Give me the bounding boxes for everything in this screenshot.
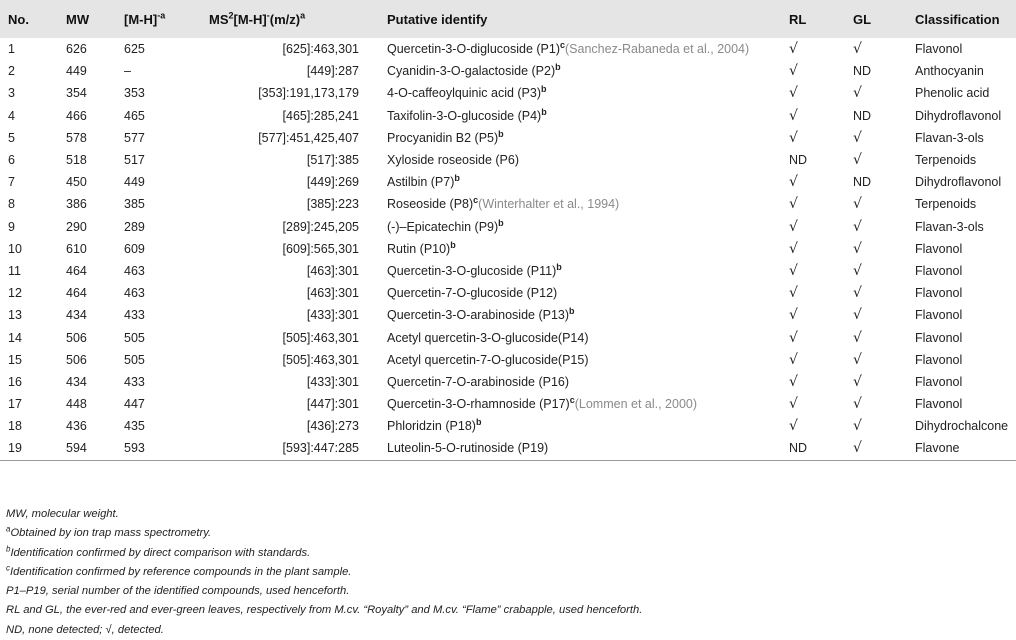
cell-ms2: [505]:463,301 <box>282 330 359 345</box>
cell-rl: √ <box>789 129 798 146</box>
compound-name: Rutin (P10) <box>387 241 451 256</box>
cell-no: 18 <box>8 419 22 434</box>
table-row <box>0 193 1016 215</box>
cell-rl: ND <box>789 437 853 460</box>
footnote-text: P1–P19, serial number of the identified compounds, used henceforth. <box>6 585 350 598</box>
cell-mw: 436 <box>66 419 87 434</box>
col-header-rl: RL <box>789 11 807 27</box>
cell-mw: 594 <box>66 437 124 460</box>
cell-ms2: [353]:191,173,179 <box>258 86 359 101</box>
cell-mw: 506 <box>66 352 87 367</box>
cell-gl: √ <box>853 329 862 346</box>
table-row <box>0 304 1016 326</box>
cell-rl: √ <box>789 41 798 58</box>
cell-gl: ND <box>853 108 872 123</box>
cell-mh: 505 <box>124 352 145 367</box>
compound-name: Cyanidin-3-O-galactoside (P2) <box>387 64 556 79</box>
cell-no: 12 <box>8 286 22 301</box>
cell-putative-identify <box>359 105 789 127</box>
footnote-text: Obtained by ion trap mass spectrometry. <box>10 527 212 540</box>
cell-mh: 449 <box>124 175 145 190</box>
cell-mh: 577 <box>124 130 145 145</box>
table-row <box>0 149 1016 171</box>
cell-classification: Flavan-3-ols <box>915 130 984 145</box>
footnote-marker: b <box>450 239 456 250</box>
cell-rl: √ <box>789 218 798 235</box>
col-header-mw: MW <box>66 11 90 27</box>
cell-mw: 578 <box>66 130 87 145</box>
cell-gl: √ <box>853 41 862 58</box>
cell-mh: 463 <box>124 263 145 278</box>
table-header-row <box>0 0 1016 38</box>
footnote-marker: b <box>555 62 561 73</box>
cell-classification: Phenolic acid <box>915 86 990 101</box>
footnote-line <box>0 621 1000 640</box>
cell-mh: 385 <box>124 197 145 212</box>
cell-mh: 593 <box>124 437 209 460</box>
cell-gl: ND <box>853 64 872 79</box>
cell-ms2: [609]:565,301 <box>282 241 359 256</box>
cell-gl: √ <box>853 351 862 368</box>
table-row <box>0 216 1016 238</box>
cell-rl: √ <box>789 329 798 346</box>
footnote-line <box>0 582 1000 601</box>
cell-mw: 290 <box>66 219 87 234</box>
col-header-classification: Classification <box>915 11 1000 27</box>
cell-putative-identify <box>359 415 789 437</box>
cell-no: 17 <box>8 397 22 412</box>
cell-putative-identify <box>359 393 789 415</box>
cell-no: 10 <box>8 241 22 256</box>
cell-rl: √ <box>789 285 798 302</box>
compound-name: 4-O-caffeoylquinic acid (P3) <box>387 86 542 101</box>
cell-classification: Flavonol <box>915 397 963 412</box>
cell-classification: Flavonol <box>915 241 963 256</box>
cell-mw: 450 <box>66 175 87 190</box>
cell-mh: 625 <box>124 42 145 57</box>
cell-rl: √ <box>789 418 798 435</box>
compound-name: Quercetin-3-O-glucoside (P11) <box>387 263 557 278</box>
compound-name: Quercetin-7-O-glucoside (P12) <box>387 286 558 301</box>
cell-classification: Anthocyanin <box>915 64 984 79</box>
cell-gl: √ <box>853 418 862 435</box>
cell-classification: Dihydroflavonol <box>915 175 1002 190</box>
cell-mh: 609 <box>124 241 145 256</box>
cell-gl: ND <box>853 175 872 190</box>
cell-putative-identify <box>359 437 789 460</box>
cell-ms2: [433]:301 <box>306 374 359 389</box>
cell-gl: √ <box>853 262 862 279</box>
compound-name: Xyloside roseoside (P6) <box>387 153 520 168</box>
cell-putative-identify <box>359 38 789 60</box>
cell-no: 8 <box>8 197 15 212</box>
footnote-text: Identification confirmed by reference compounds in the plant sample. <box>10 565 352 578</box>
table-row <box>0 393 1016 415</box>
cell-mw: 610 <box>66 241 87 256</box>
cell-no: 6 <box>8 153 15 168</box>
compound-name: Quercetin-3-O-diglucoside (P1) <box>387 42 560 57</box>
table-row <box>0 415 1016 437</box>
footnote-text: ND, none detected; √, detected. <box>6 623 164 636</box>
cell-rl: √ <box>789 63 798 80</box>
compound-name: Roseoside (P8) <box>387 197 474 212</box>
cell-classification: Flavone <box>915 437 1016 460</box>
cell-no: 11 <box>8 263 21 278</box>
cell-classification: Flavonol <box>915 330 963 345</box>
cell-putative-identify <box>359 149 789 171</box>
table-row <box>0 60 1016 82</box>
cell-putative-identify <box>359 349 789 371</box>
footnote-text: Identification confirmed by direct comparison with standards. <box>10 546 311 559</box>
cell-rl: √ <box>789 351 798 368</box>
cell-mh: 289 <box>124 219 145 234</box>
table-row <box>0 105 1016 127</box>
cell-gl: √ <box>853 396 862 413</box>
cell-classification: Flavonol <box>915 42 963 57</box>
citation-link[interactable]: (Winterhalter et al., 1994) <box>478 197 620 212</box>
footnote-marker: c <box>569 394 575 405</box>
col-header-mh: $[M-H]^{-a}$ <box>124 10 166 27</box>
cell-putative-identify <box>359 304 789 326</box>
citation-link[interactable]: (Sanchez-Rabaneda et al., 2004) <box>565 42 750 57</box>
cell-mw: 354 <box>66 86 87 101</box>
cell-mw: 386 <box>66 197 87 212</box>
cell-gl: √ <box>853 129 862 146</box>
cell-mh: 433 <box>124 374 145 389</box>
cell-putative-identify <box>359 238 789 260</box>
cell-rl: √ <box>789 174 798 191</box>
cell-putative-identify <box>359 282 789 304</box>
cell-classification: Flavonol <box>915 374 963 389</box>
table-row <box>0 282 1016 304</box>
footnote-line <box>0 563 1000 582</box>
footnote-marker: c <box>473 195 479 206</box>
cell-ms2: [465]:285,241 <box>282 108 359 123</box>
cell-mw: 448 <box>66 397 87 412</box>
cell-ms2: [447]:301 <box>306 397 359 412</box>
cell-classification: Terpenoids <box>915 197 977 212</box>
cell-rl: √ <box>789 196 798 213</box>
cell-no: 14 <box>8 330 22 345</box>
table-row <box>0 238 1016 260</box>
cell-ms2: [449]:287 <box>306 64 359 79</box>
compound-name: (-)–Epicatechin (P9) <box>387 219 499 234</box>
compound-name: Acetyl quercetin-3-O-glucoside(P14) <box>387 330 589 345</box>
compound-name: Astilbin (P7) <box>387 175 455 190</box>
table-row <box>0 326 1016 348</box>
cell-mh: 435 <box>124 419 145 434</box>
table-row <box>0 38 1016 60</box>
cell-no: 15 <box>8 352 22 367</box>
cell-putative-identify <box>359 371 789 393</box>
footnote-marker: b <box>569 306 575 317</box>
cell-classification: Flavonol <box>915 286 963 301</box>
footnote-marker: a <box>6 524 11 534</box>
footnote-text: RL and GL, the ever-red and ever-green leaves, respectively from M.cv. “Royalty” and M.cv. “Flame” crabapple, used henceforth. <box>6 604 643 617</box>
cell-gl: √ <box>853 285 862 302</box>
footnotes <box>0 505 1000 640</box>
cell-no: 2 <box>8 64 15 79</box>
footnote-marker: b <box>475 417 482 428</box>
cell-ms2: [436]:273 <box>306 419 359 434</box>
footnote-marker: b <box>454 173 460 184</box>
compound-name: Taxifolin-3-O-glucoside (P4) <box>387 108 542 123</box>
cell-gl: √ <box>853 240 862 257</box>
cell-putative-identify <box>359 60 789 82</box>
footnote-line <box>0 544 1000 563</box>
cell-ms2: [505]:463,301 <box>282 352 359 367</box>
footnote-marker: b <box>556 261 562 272</box>
cell-ms2: [433]:301 <box>306 308 359 323</box>
cell-putative-identify <box>359 127 789 149</box>
cell-mh: 353 <box>124 86 145 101</box>
cell-mh: 465 <box>124 108 145 123</box>
cell-putative-identify <box>359 171 789 193</box>
cell-rl: √ <box>789 85 798 102</box>
cell-rl: √ <box>789 307 798 324</box>
cell-rl: √ <box>789 396 798 413</box>
cell-classification: Flavonol <box>915 308 963 323</box>
cell-ms2: [385]:223 <box>306 197 359 212</box>
table-body <box>0 38 1016 460</box>
table-row <box>0 127 1016 149</box>
footnote-marker: b <box>541 106 547 117</box>
cell-mw: 434 <box>66 374 87 389</box>
cell-no: 9 <box>8 219 15 234</box>
citation-link[interactable]: (Lommen et al., 2000) <box>574 397 698 412</box>
cell-mh: 517 <box>124 153 145 168</box>
table-row <box>0 260 1016 282</box>
footnote-line <box>0 505 1000 524</box>
cell-mw: 626 <box>66 42 87 57</box>
table-row <box>0 371 1016 393</box>
cell-mw: 464 <box>66 263 87 278</box>
table-row <box>0 349 1016 371</box>
footnote-line <box>0 524 1000 543</box>
compound-name: Quercetin-3-O-arabinoside (P13) <box>387 308 570 323</box>
table-row <box>0 437 1016 460</box>
cell-gl: √ <box>853 373 862 390</box>
cell-rl: √ <box>789 240 798 257</box>
cell-gl: √ <box>853 85 862 102</box>
cell-gl: √ <box>853 218 862 235</box>
compound-name: Procyanidin B2 (P5) <box>387 130 499 145</box>
col-header-no: No. <box>8 11 29 27</box>
cell-no: 5 <box>8 130 15 145</box>
cell-putative-identify <box>359 216 789 238</box>
cell-mh: – <box>124 64 131 79</box>
compound-name: Phloridzin (P18) <box>387 419 476 434</box>
cell-no: 7 <box>8 175 15 190</box>
cell-classification: Terpenoids <box>915 153 977 168</box>
cell-ms2: [577]:451,425,407 <box>258 130 359 145</box>
cell-ms2: [517]:385 <box>306 153 359 168</box>
cell-mw: 464 <box>66 286 87 301</box>
compound-name: Acetyl quercetin-7-O-glucoside(P15) <box>387 352 589 367</box>
cell-ms2: [449]:269 <box>306 175 359 190</box>
cell-ms2: [625]:463,301 <box>282 42 359 57</box>
cell-putative-identify <box>359 193 789 215</box>
cell-gl: √ <box>853 437 915 460</box>
compound-name: Luteolin-5-O-rutinoside (P19) <box>387 441 549 456</box>
footnote-text: MW, molecular weight. <box>6 508 119 520</box>
cell-classification: Dihydroflavonol <box>915 108 1002 123</box>
footnote-marker: b <box>498 128 504 139</box>
cell-mh: 463 <box>124 286 145 301</box>
table-row <box>0 171 1016 193</box>
cell-mh: 433 <box>124 308 145 323</box>
cell-rl: √ <box>789 373 798 390</box>
footnote-marker: b <box>541 84 547 95</box>
cell-mw: 506 <box>66 330 87 345</box>
col-header-putative-identify: Putative identify <box>387 11 488 27</box>
cell-rl: √ <box>789 107 798 124</box>
cell-mw: 518 <box>66 153 87 168</box>
compound-name: Quercetin-7-O-arabinoside (P16) <box>387 374 570 389</box>
col-header-gl: GL <box>853 11 872 27</box>
cell-no: 1 <box>8 42 15 57</box>
cell-classification: Dihydrochalcone <box>915 419 1009 434</box>
cell-mw: 466 <box>66 108 87 123</box>
cell-gl: √ <box>853 196 862 213</box>
cell-ms2: [463]:301 <box>306 286 359 301</box>
cell-putative-identify <box>359 82 789 104</box>
footnote-marker: b <box>498 217 504 228</box>
cell-no: 19 <box>0 437 66 460</box>
cell-putative-identify <box>359 260 789 282</box>
cell-no: 16 <box>8 374 22 389</box>
cell-ms2: [289]:245,205 <box>282 219 359 234</box>
cell-gl: √ <box>853 307 862 324</box>
footnote-marker: c <box>560 39 566 50</box>
cell-rl: ND <box>789 153 808 168</box>
cell-classification: Flavonol <box>915 352 963 367</box>
cell-mh: 447 <box>124 397 145 412</box>
cell-classification: Flavonol <box>915 263 963 278</box>
cell-gl: √ <box>853 152 862 169</box>
cell-no: 13 <box>8 308 22 323</box>
compound-name: Quercetin-3-O-rhamnoside (P17) <box>387 397 570 412</box>
col-header-ms2: $MS^2[M-H]^-(m/z)^a$ <box>209 10 306 27</box>
cell-classification: Flavan-3-ols <box>915 219 984 234</box>
table-row <box>0 82 1016 104</box>
cell-putative-identify <box>359 326 789 348</box>
footnote-line <box>0 601 1000 620</box>
cell-no: 4 <box>8 108 15 123</box>
cell-ms2: [463]:301 <box>306 263 359 278</box>
cell-no: 3 <box>8 86 15 101</box>
footnote-marker: b <box>6 543 11 553</box>
cell-ms2: [593]:447:285 <box>209 437 359 460</box>
cell-rl: √ <box>789 262 798 279</box>
footnote-marker: c <box>6 563 10 573</box>
cell-mh: 505 <box>124 330 145 345</box>
cell-mw: 434 <box>66 308 87 323</box>
cell-mw: 449 <box>66 64 87 79</box>
